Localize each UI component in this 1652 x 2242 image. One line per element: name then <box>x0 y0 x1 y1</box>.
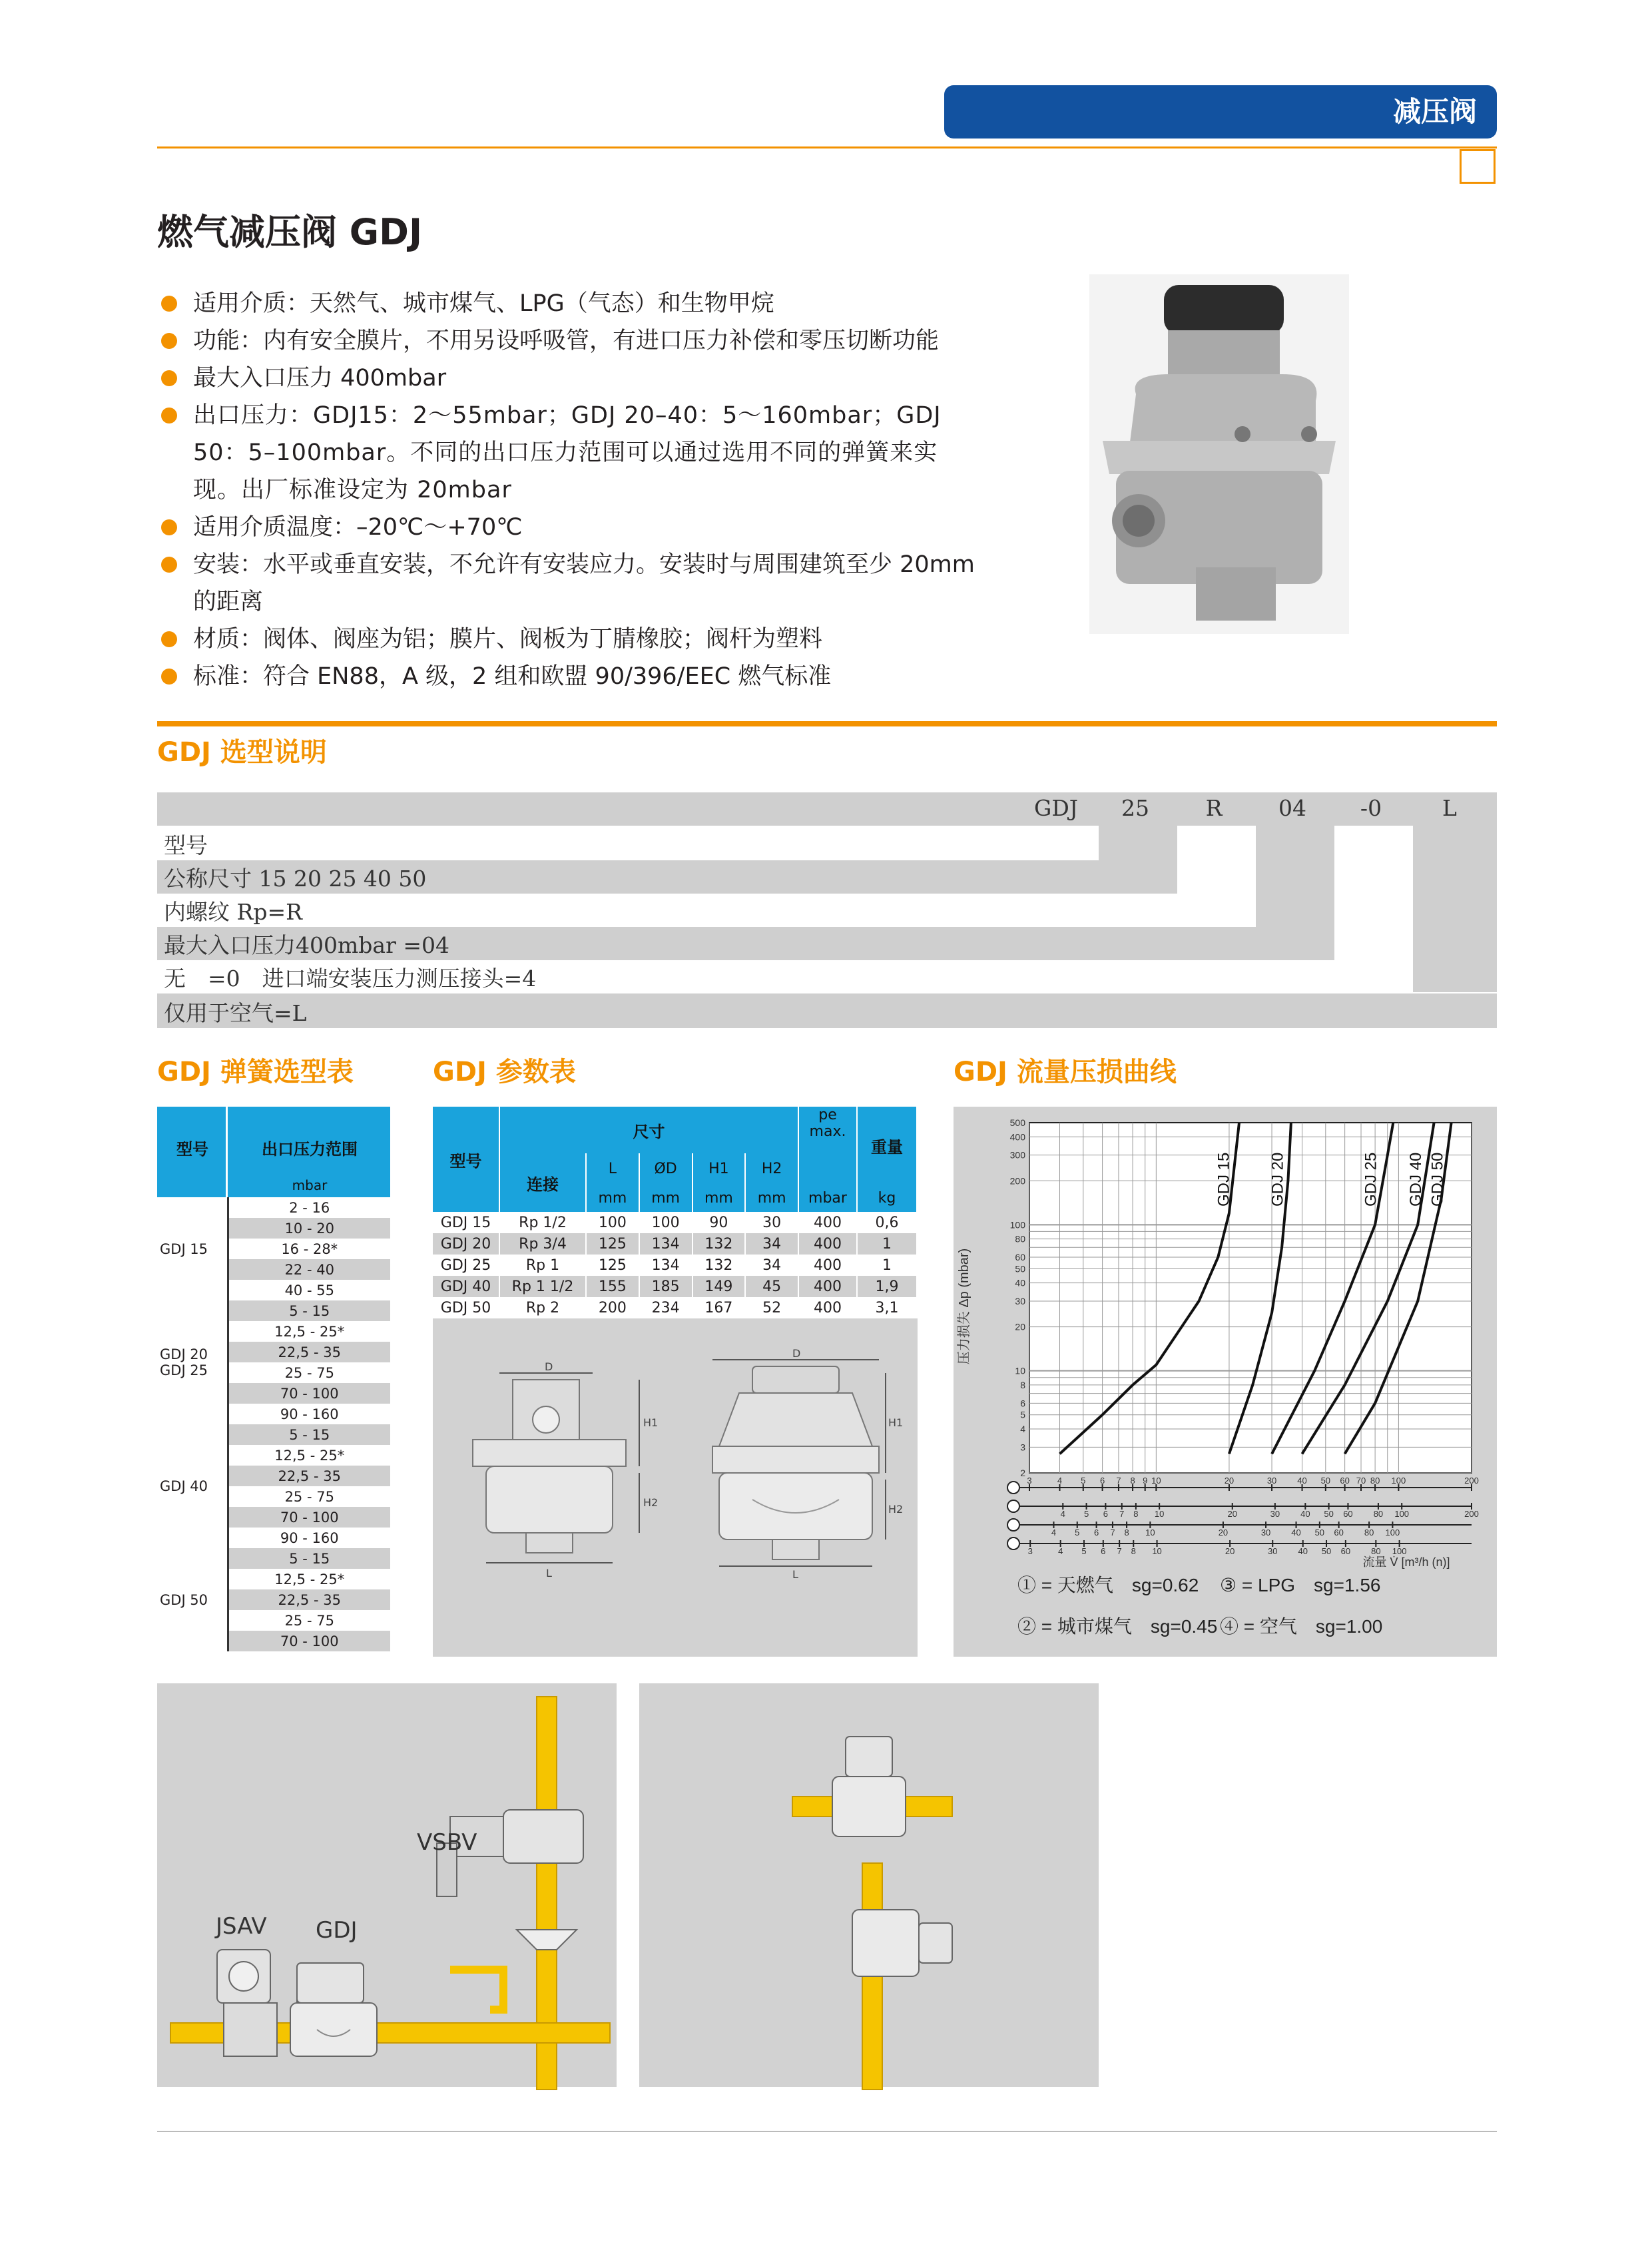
chart-x-label: 流量 V̇ [m³/h (n)] <box>1362 1555 1450 1569</box>
params-cell: 90 <box>692 1212 746 1233</box>
scale-tick-label: 100 <box>1385 1528 1400 1538</box>
spring-model: GDJ 15 <box>157 1197 228 1300</box>
spring-range: 70 - 100 <box>280 1509 339 1526</box>
scale-tick-label: 30 <box>1268 1546 1278 1556</box>
scale-tick-label: 8 <box>1130 1476 1135 1486</box>
dim-label-D: D <box>792 1347 801 1360</box>
params-cell: 400 <box>798 1276 857 1297</box>
params-cell: 400 <box>798 1297 857 1318</box>
scale-tick-label: 7 <box>1119 1509 1125 1519</box>
spring-range: 5 - 15 <box>289 1302 330 1319</box>
params-unit: mm <box>639 1184 692 1212</box>
scale-tick-label: 8 <box>1133 1509 1139 1519</box>
feature-item: 适用介质：天然气、城市煤气、LPG（气态）和生物甲烷 <box>157 285 983 322</box>
y-tick-label: 80 <box>1015 1233 1025 1245</box>
feature-item: 最大入口压力 400mbar <box>157 360 983 397</box>
header-divider <box>157 146 1497 148</box>
params-cell: GDJ 40 <box>433 1276 499 1297</box>
code-col-air <box>1413 826 1497 992</box>
scale-marker <box>1007 1519 1019 1531</box>
corner-box <box>1460 149 1496 184</box>
series-label: GDJ 50 <box>1428 1152 1447 1207</box>
code-desc-thread: 内螺纹 Rp=R <box>164 899 302 925</box>
category-title: 减压阀 <box>1392 95 1477 128</box>
scale-tick-label: 4 <box>1060 1509 1065 1519</box>
spring-range: 12,5 - 25* <box>274 1447 345 1464</box>
params-cell: 132 <box>692 1255 746 1276</box>
params-cell: 30 <box>745 1212 798 1233</box>
scale-tick-label: 3 <box>1027 1476 1032 1486</box>
params-col-size: 尺寸 <box>499 1107 798 1153</box>
installation-panel-2 <box>639 1683 1099 2087</box>
scale-tick-label: 60 <box>1343 1509 1353 1519</box>
y-tick-label: 40 <box>1015 1277 1025 1288</box>
scale-tick-label: 4 <box>1058 1546 1063 1556</box>
feature-item: 功能：内有安全膜片，不用另设呼吸管，有进口压力补偿和零压切断功能 <box>157 322 983 360</box>
scale-marker <box>1007 1482 1019 1494</box>
spring-model: GDJ 20 GDJ 25 <box>157 1300 228 1424</box>
params-col-model: 型号 <box>433 1107 499 1212</box>
scale-tick-label: 30 <box>1270 1509 1280 1519</box>
params-cell: GDJ 20 <box>433 1233 499 1255</box>
label-jsav: JSAV <box>216 1913 267 1940</box>
dimension-drawing-small <box>459 1360 659 1579</box>
scale-tick-label: 80 <box>1364 1528 1374 1538</box>
mounting-orientation-diagram <box>639 1683 1099 2087</box>
dim-label-H2: H2 <box>643 1496 659 1509</box>
scale-tick-label: 10 <box>1145 1528 1155 1538</box>
spring-range: 10 - 20 <box>284 1220 334 1237</box>
scale-tick-label: 50 <box>1321 1546 1332 1556</box>
params-cell: 400 <box>798 1233 857 1255</box>
scale-tick-label: 100 <box>1394 1509 1410 1519</box>
scale-tick-label: 4 <box>1057 1476 1063 1486</box>
dim-label-L: L <box>792 1568 798 1581</box>
y-tick-label: 4 <box>1020 1423 1025 1434</box>
params-col-weight: 重量 <box>857 1107 917 1184</box>
params-cell: 45 <box>745 1276 798 1297</box>
series-label: GDJ 15 <box>1215 1152 1233 1207</box>
params-cell: Rp 1 <box>499 1255 586 1276</box>
selection-code-table <box>157 792 1497 1033</box>
scale-tick-label: 20 <box>1225 1546 1235 1556</box>
dim-label-H2: H2 <box>888 1503 904 1516</box>
params-cell: 3,1 <box>857 1297 917 1318</box>
params-cell: 200 <box>586 1297 639 1318</box>
params-cell: GDJ 50 <box>433 1297 499 1318</box>
scale-tick-label: 50 <box>1320 1476 1331 1486</box>
y-tick-label: 50 <box>1015 1263 1025 1274</box>
params-cell: 100 <box>586 1212 639 1233</box>
params-cell: 400 <box>798 1212 857 1233</box>
dim-label-L: L <box>546 1567 552 1579</box>
scale-tick-label: 6 <box>1103 1509 1109 1519</box>
code-desc-test-point: 无 =0 进口端安装压力测压接头=4 <box>164 966 537 991</box>
scale-tick-label: 30 <box>1260 1528 1271 1538</box>
code-col-pressure <box>1256 826 1334 927</box>
scale-tick-label: 3 <box>1027 1546 1033 1556</box>
y-tick-label: 400 <box>1009 1131 1025 1143</box>
scale-tick-label: 40 <box>1298 1546 1308 1556</box>
spring-table <box>157 1107 390 1651</box>
params-cell: Rp 3/4 <box>499 1233 586 1255</box>
params-cell: Rp 2 <box>499 1297 586 1318</box>
params-cell: 34 <box>745 1233 798 1255</box>
params-row <box>433 1297 917 1318</box>
scale-tick-label: 5 <box>1081 1476 1086 1486</box>
scale-marker <box>1007 1538 1019 1549</box>
scale-tick-label: 60 <box>1340 1476 1350 1486</box>
code-test-point: -0 <box>1360 795 1382 821</box>
series-label: GDJ 20 <box>1268 1152 1287 1207</box>
scale-tick-label: 80 <box>1371 1546 1381 1556</box>
scale-tick-label: 50 <box>1314 1528 1325 1538</box>
dim-label-H1: H1 <box>888 1416 904 1429</box>
code-col-size <box>1099 826 1177 860</box>
scale-tick-label: 40 <box>1300 1509 1310 1519</box>
scale-tick-label: 100 <box>1391 1476 1406 1486</box>
series-label: GDJ 25 <box>1362 1152 1380 1207</box>
params-cell: 134 <box>639 1233 692 1255</box>
y-tick-label: 500 <box>1009 1117 1025 1128</box>
spring-col-range: 出口压力范围 <box>262 1140 358 1159</box>
params-cell: 167 <box>692 1297 746 1318</box>
spring-range: 22,5 - 35 <box>278 1344 341 1360</box>
scale-tick-label: 20 <box>1224 1476 1235 1486</box>
code-gdj: GDJ <box>1033 795 1079 821</box>
code-desc-size: 公称尺寸 15 20 25 40 50 <box>164 866 427 892</box>
params-col-H2: H2 <box>745 1153 798 1184</box>
code-thread: R <box>1205 795 1223 821</box>
product-photo <box>1089 274 1349 634</box>
params-cell: 100 <box>639 1212 692 1233</box>
y-tick-label: 300 <box>1009 1149 1025 1161</box>
scale-tick-label: 7 <box>1117 1546 1122 1556</box>
scale-tick-label: 10 <box>1154 1509 1165 1519</box>
params-cell: 1 <box>857 1255 917 1276</box>
params-cell: 34 <box>745 1255 798 1276</box>
spring-range: 70 - 100 <box>280 1633 339 1649</box>
scale-marker <box>1007 1500 1019 1512</box>
y-tick-label: 8 <box>1020 1379 1025 1390</box>
page-title: 燃气减压阀 GDJ <box>157 211 423 253</box>
spring-heading: GDJ 弹簧选型表 <box>157 1057 354 1087</box>
series-label: GDJ 40 <box>1406 1152 1425 1207</box>
spring-range: 90 - 160 <box>280 1406 339 1422</box>
spring-row <box>157 1548 390 1569</box>
installation-diagram <box>157 1683 617 2087</box>
feature-item: 标准：符合 EN88，A 级，2 组和欧盟 90/396/EEC 燃气标准 <box>157 658 983 695</box>
scale-tick-label: 9 <box>1143 1476 1148 1486</box>
feature-list <box>157 285 983 695</box>
spring-range: 90 - 160 <box>280 1530 339 1546</box>
chart-y-ticks <box>1010 1117 1026 1478</box>
scale-tick-label: 6 <box>1101 1546 1106 1556</box>
spring-range: 5 - 15 <box>289 1426 330 1443</box>
scale-tick-label: 200 <box>1464 1509 1479 1519</box>
y-tick-label: 10 <box>1015 1365 1025 1376</box>
scale-tick-label: 20 <box>1218 1528 1229 1538</box>
params-cell: Rp 1/2 <box>499 1212 586 1233</box>
scale-tick-label: 8 <box>1131 1546 1136 1556</box>
flow-chart <box>954 1107 1497 1657</box>
label-vsbv: VSBV <box>417 1829 477 1856</box>
params-unit: mm <box>745 1184 798 1212</box>
params-unit: kg <box>857 1184 917 1212</box>
spring-row <box>157 1424 390 1445</box>
scale-tick-label: 40 <box>1291 1528 1301 1538</box>
params-rows <box>433 1212 917 1318</box>
params-cell: 132 <box>692 1233 746 1255</box>
params-cell: GDJ 15 <box>433 1212 499 1233</box>
y-tick-label: 3 <box>1020 1442 1025 1453</box>
footer-line <box>157 2131 1497 2132</box>
scale-tick-label: 60 <box>1334 1528 1344 1538</box>
params-col-H1: H1 <box>692 1153 746 1184</box>
y-tick-label: 5 <box>1020 1409 1025 1420</box>
params-cell: 400 <box>798 1255 857 1276</box>
y-tick-label: 200 <box>1009 1175 1025 1187</box>
params-cell: 185 <box>639 1276 692 1297</box>
spring-range: 70 - 100 <box>280 1385 339 1402</box>
code-desc-model: 型号 <box>164 832 208 858</box>
params-row <box>433 1212 917 1233</box>
legend-lpg: ③ = LPG sg=1.56 <box>1220 1575 1381 1595</box>
scale-tick-label: 60 <box>1340 1546 1351 1556</box>
params-row <box>433 1233 917 1255</box>
spring-model: GDJ 50 <box>157 1548 228 1651</box>
params-unit: mm <box>692 1184 746 1212</box>
code-size: 25 <box>1121 795 1149 821</box>
code-pressure: 04 <box>1278 795 1306 821</box>
y-tick-label: 30 <box>1015 1296 1025 1307</box>
scale-tick-label: 80 <box>1370 1476 1380 1486</box>
y-tick-label: 2 <box>1020 1468 1025 1478</box>
dim-label-D: D <box>545 1360 553 1373</box>
params-col-L: L <box>586 1153 639 1184</box>
params-cell: 1 <box>857 1233 917 1255</box>
params-cell: 155 <box>586 1276 639 1297</box>
spring-col-model: 型号 <box>176 1140 208 1159</box>
scale-tick-label: 80 <box>1373 1509 1384 1519</box>
section-divider <box>157 721 1497 726</box>
feature-item: 安装：水平或垂直安装，不允许有安装应力。安装时与周围建筑至少 20mm 的距离 <box>157 546 983 621</box>
scale-tick-label: 4 <box>1051 1528 1057 1538</box>
code-desc-air: 仅用于空气=L <box>164 1000 307 1026</box>
label-gdj: GDJ <box>316 1917 358 1944</box>
spring-table-header <box>157 1107 390 1197</box>
params-row <box>433 1276 917 1297</box>
params-cell: 125 <box>586 1233 639 1255</box>
scale-tick-label: 6 <box>1099 1476 1105 1486</box>
code-air: L <box>1442 795 1457 821</box>
y-tick-label: 60 <box>1015 1251 1025 1262</box>
legend-air: ④ = 空气 sg=1.00 <box>1220 1616 1383 1637</box>
params-row <box>433 1255 917 1276</box>
scale-tick-label: 6 <box>1093 1528 1099 1538</box>
params-table <box>433 1107 918 1318</box>
spring-rows-body <box>157 1197 390 1651</box>
spring-unit: mbar <box>292 1177 328 1193</box>
scale-tick-label: 7 <box>1110 1528 1115 1538</box>
flow-heading: GDJ 流量压损曲线 <box>954 1057 1177 1087</box>
dim-label-H1: H1 <box>643 1416 659 1429</box>
params-col-D: ØD <box>639 1153 692 1184</box>
spring-range: 22 - 40 <box>284 1261 334 1278</box>
scale-tick-label: 10 <box>1151 1476 1161 1486</box>
legend-natural-gas: ① = 天燃气 sg=0.62 <box>1017 1575 1199 1595</box>
scale-tick-label: 50 <box>1324 1509 1334 1519</box>
params-cell: 149 <box>692 1276 746 1297</box>
flow-panel <box>954 1107 1497 1657</box>
legend-town-gas: ② = 城市煤气 sg=0.45 <box>1017 1616 1218 1637</box>
installation-panel-1 <box>157 1683 617 2087</box>
chart-x-scales <box>1007 1476 1479 1556</box>
feature-item: 适用介质温度：–20℃～+70℃ <box>157 509 983 546</box>
params-cell: GDJ 25 <box>433 1255 499 1276</box>
scale-tick-label: 100 <box>1392 1546 1407 1556</box>
params-unit: mm <box>586 1184 639 1212</box>
spring-range: 22,5 - 35 <box>278 1468 341 1484</box>
feature-item: 材质：阀体、阀座为铝；膜片、阀板为丁腈橡胶；阀杆为塑料 <box>157 621 983 658</box>
scale-tick-label: 5 <box>1075 1528 1080 1538</box>
scale-tick-label: 10 <box>1152 1546 1162 1556</box>
code-desc-bg <box>157 993 1497 1028</box>
y-tick-label: 100 <box>1009 1219 1025 1231</box>
scale-tick-label: 40 <box>1297 1476 1307 1486</box>
spring-row <box>157 1300 390 1321</box>
params-cell: 1,9 <box>857 1276 917 1297</box>
spring-rows <box>157 1197 390 1651</box>
scale-tick-label: 5 <box>1081 1546 1087 1556</box>
spring-row <box>157 1197 390 1218</box>
scale-tick-label: 200 <box>1464 1476 1479 1486</box>
spring-range: 12,5 - 25* <box>274 1571 345 1587</box>
scale-tick-label: 7 <box>1116 1476 1121 1486</box>
params-cell: 134 <box>639 1255 692 1276</box>
chart-y-label: 压力损失 Δp (mbar) <box>957 1248 971 1365</box>
spring-range: 5 - 15 <box>289 1550 330 1567</box>
selection-heading: GDJ 选型说明 <box>157 737 327 768</box>
spring-range: 22,5 - 35 <box>278 1591 341 1608</box>
y-tick-label: 20 <box>1015 1321 1025 1332</box>
spring-range: 25 - 75 <box>284 1612 334 1629</box>
params-panel <box>433 1107 918 1657</box>
spring-range: 40 - 55 <box>284 1282 334 1298</box>
params-cell: Rp 1 1/2 <box>499 1276 586 1297</box>
spring-range: 25 - 75 <box>284 1364 334 1381</box>
feature-item: 出口压力：GDJ15：2～55mbar；GDJ 20–40：5～160mbar；GDJ 50：5–100mbar。不同的出口压力范围可以通过选用不同的弹簧来实现。出厂标准设定为 20mbar <box>157 397 983 509</box>
spring-model: GDJ 40 <box>157 1424 228 1548</box>
params-col-pe: pe max. <box>798 1107 857 1184</box>
dimension-drawing-large <box>699 1346 904 1581</box>
y-tick-label: 6 <box>1020 1398 1025 1409</box>
params-heading: GDJ 参数表 <box>433 1057 576 1087</box>
spring-range: 25 - 75 <box>284 1488 334 1505</box>
scale-tick-label: 30 <box>1266 1476 1277 1486</box>
scale-tick-label: 20 <box>1227 1509 1237 1519</box>
params-cell: 0,6 <box>857 1212 917 1233</box>
code-desc-pressure: 最大入口压力400mbar =04 <box>164 932 449 958</box>
scale-tick-label: 8 <box>1124 1528 1129 1538</box>
params-col-conn: 连接 <box>499 1153 586 1212</box>
scale-tick-label: 5 <box>1083 1509 1089 1519</box>
scale-tick-label: 70 <box>1356 1476 1366 1486</box>
params-cell: 234 <box>639 1297 692 1318</box>
params-cell: 52 <box>745 1297 798 1318</box>
spring-range: 16 - 28* <box>281 1241 338 1257</box>
params-unit: mbar <box>798 1184 857 1212</box>
spring-range: 2 - 16 <box>289 1199 330 1216</box>
spring-range: 12,5 - 25* <box>274 1323 345 1340</box>
params-cell: 125 <box>586 1255 639 1276</box>
